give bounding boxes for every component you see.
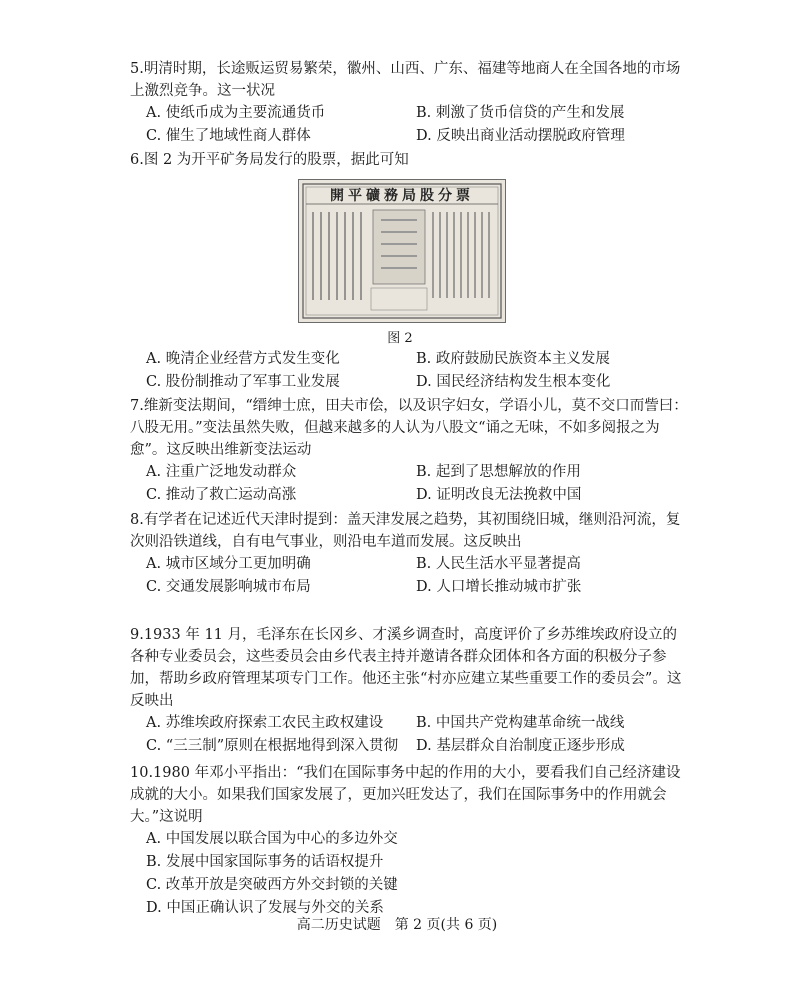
options xyxy=(130,712,690,758)
option-a: A. 中国发展以联合国为中心的多边外交 xyxy=(146,831,398,847)
option-b: B. 人民生活水平显著提高 xyxy=(416,556,581,572)
option-d: D. 证明改良无法挽救中国 xyxy=(416,487,582,503)
option-b: B. 政府鼓励民族资本主义发展 xyxy=(416,351,610,367)
question-5 xyxy=(130,58,690,148)
option-d: D. 反映出商业活动摆脱政府管理 xyxy=(416,128,625,144)
options xyxy=(130,348,690,394)
option-c: C. 改革开放是突破西方外交封锁的关键 xyxy=(146,877,398,893)
option-b: B. 中国共产党构建革命统一战线 xyxy=(416,715,625,731)
option-c: C. 催生了地域性商人群体 xyxy=(146,128,311,144)
question-9 xyxy=(130,624,690,758)
question-7 xyxy=(130,395,690,507)
question-6 xyxy=(130,149,690,171)
question-6-options xyxy=(130,348,690,394)
option-a: A. 使纸币成为主要流通货币 xyxy=(146,105,326,121)
options xyxy=(130,102,690,148)
option-a: A. 注重广泛地发动群众 xyxy=(146,464,297,480)
question-stem: 7.维新变法期间，“缙绅士庶，田夫市侩，以及识字妇女，学语小儿，莫不交口而訾曰：八股无用。”变法虽然失败，但越来越多的人认为八股文“诵之无味，不如多阅报之为愈”。这反映出维新变法运动 xyxy=(130,398,688,458)
option-c: C. 推动了救亡运动高涨 xyxy=(146,487,297,503)
option-b: B. 刺激了货币信贷的产生和发展 xyxy=(416,105,625,121)
option-c: C. “三三制”原则在根据地得到深入贯彻 xyxy=(146,738,399,754)
question-8 xyxy=(130,509,690,599)
option-d: D. 中国正确认识了发展与外交的关系 xyxy=(146,900,384,916)
certificate-title: 開平礦務局股分票 xyxy=(330,188,474,204)
page-footer: 高二历史试题 第 2 页(共 6 页) xyxy=(296,917,498,933)
question-stem: 6.图 2 为开平矿务局发行的股票，据此可知 xyxy=(130,152,409,168)
options xyxy=(130,828,690,920)
option-a: A. 苏维埃政府探索工农民主政权建设 xyxy=(146,715,384,731)
option-d: D. 人口增长推动城市扩张 xyxy=(416,579,582,595)
question-stem: 8.有学者在记述近代天津时提到：盖天津发展之趋势，其初围绕旧城，继则沿河流，复次则沿铁道线，自有电气事业，则沿电车道而发展。这反映出 xyxy=(130,512,681,550)
option-b: B. 起到了思想解放的作用 xyxy=(416,464,581,480)
question-stem: 9.1933 年 11 月，毛泽东在长冈乡、才溪乡调查时，高度评价了乡苏维埃政府设立的各种专业委员会，这些委员会由乡代表主持并邀请各群众团体和各方面的积极分子参加，帮助乡政府管理某项专门工作。他还主张“村亦应建立某些重要工作的委员会”。这反映出 xyxy=(130,627,682,709)
options xyxy=(130,553,690,599)
question-stem: 5.明清时期，长途贩运贸易繁荣，徽州、山西、广东、福建等地商人在全国各地的市场上激烈竞争。这一状况 xyxy=(130,61,681,99)
certificate-drawing xyxy=(299,180,505,322)
question-stem: 10.1980 年邓小平指出：“我们在国际事务中起的作用的大小，要看我们自己经济建设成就的大小。如果我们国家发展了，更加兴旺发达了，我们在国际事务中的作用就会大。”这说明 xyxy=(130,765,681,825)
options xyxy=(130,461,690,507)
option-c: C. 股份制推动了军事工业发展 xyxy=(146,374,340,390)
option-d: D. 基层群众自治制度正逐步形成 xyxy=(416,738,625,754)
option-d: D. 国民经济结构发生根本变化 xyxy=(416,374,611,390)
option-a: A. 晚清企业经营方式发生变化 xyxy=(146,351,340,367)
option-b: B. 发展中国家国际事务的话语权提升 xyxy=(146,854,384,870)
option-a: A. 城市区域分工更加明确 xyxy=(146,556,311,572)
share-certificate-image xyxy=(298,179,506,323)
question-10 xyxy=(130,762,690,920)
option-c: C. 交通发展影响城市布局 xyxy=(146,579,311,595)
figure-caption: 图 2 xyxy=(387,331,413,346)
